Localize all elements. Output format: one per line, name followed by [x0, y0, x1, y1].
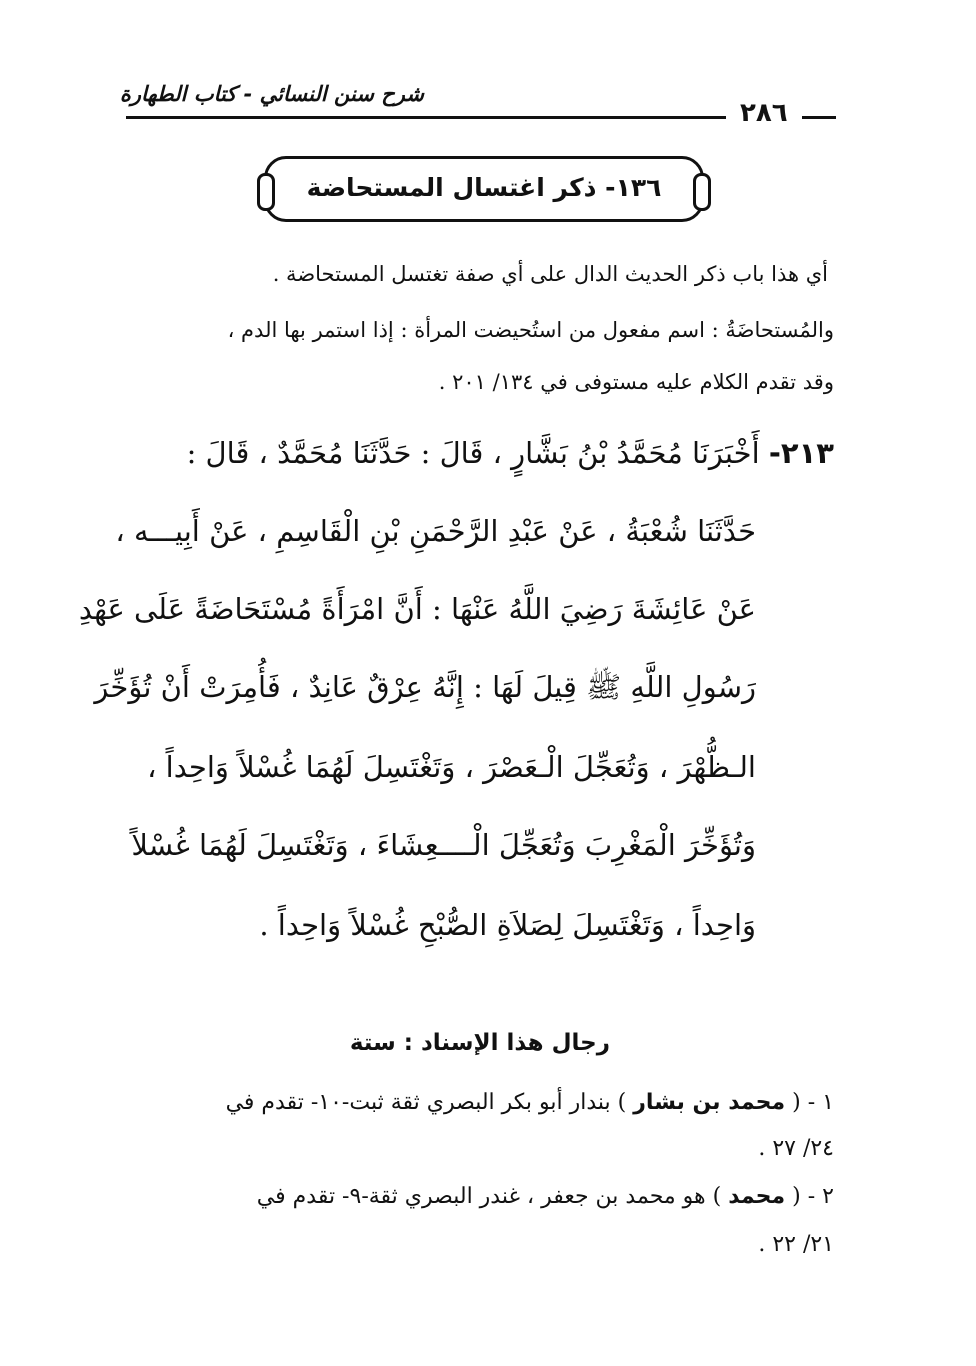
narrator-name: محمد بن بشار [633, 1090, 786, 1115]
hadith-line: وَتُؤَخِّرَ الْمَغْرِبَ وَتُعَجِّلَ الْــــعِشَاءَ ، وَتَغْتَسِلَ لَهُمَا غُسْلاً [131, 828, 756, 862]
running-title: شرح سنن النسائي - كتاب الطهارة [119, 82, 424, 106]
hadith-line: وَاحِداً ، وَتَغْتَسِلَ لِصَلاَةِ الصُّبْحِ غُسْلاً وَاحِداً . [259, 908, 756, 942]
page-number-dash [802, 116, 836, 119]
hadith-line: عَنْ عَائِشَةَ رَضِيَ اللَّهُ عَنْهَا : أَنَّ امْرَأَةً مُسْتَحَاضَةً عَلَى عَهْدِ [78, 592, 756, 626]
page-number: ٢٨٦ [740, 98, 788, 128]
chapter-number: ١٣٦- [605, 173, 662, 202]
narrator-entry [257, 1184, 834, 1209]
hadith-line [187, 436, 834, 470]
intro-line: والمُستحاضَةُ : اسم مفعول من استُحيضت المرأة : إذا استمر بها الدم ، [227, 318, 834, 342]
narrator-reference: ٢١/ ٢٢ . [758, 1232, 834, 1257]
hadith-line: حَدَّثَنَا شُعْبَةُ ، عَنْ عَبْدِ الرَّحْمَنِ بْنِ الْقَاسِمِ ، عَنْ أَبِيـــه ، [115, 514, 756, 548]
hadith-text: أَخْبَرَنَا مُحَمَّدُ بْنُ بَشَّارٍ ، قَالَ : حَدَّثَنَا مُحَمَّدٌ ، قَالَ : [186, 436, 760, 470]
hadith-line: رَسُولِ اللَّهِ ﷺ قِيلَ لَهَا : إِنَّهُ عِرْقٌ عَانِدٌ ، فَأُمِرَتْ أَنْ تُؤَخِّرَ [94, 670, 756, 704]
hadith-line: الـظُّهْرَ ، وَتُعَجِّلَ الْـعَصْرَ ، وَتَغْتَسِلَ لَهُمَا غُسْلاً وَاحِداً ، [147, 750, 756, 784]
header-rule [126, 116, 726, 119]
narrator-prefix: ٢ - ( [792, 1184, 834, 1209]
chapter-name: ذكر اغتسال المستحاضة [306, 173, 597, 202]
narrator-name: محمد [728, 1184, 786, 1209]
narrator-text: ) بندار أبو بكر البصري ثقة ثبت-١٠- تقدم في [225, 1090, 627, 1115]
intro-line: أي هذا باب ذكر الحديث الدال على أي صفة تغتسل المستحاضة . [272, 262, 828, 286]
page-header [119, 82, 834, 132]
narrator-text: ) هو محمد بن جعفر ، غندر البصري ثقة-٩- تقدم في [256, 1184, 722, 1209]
hadith-number: ٢١٣- [768, 436, 834, 470]
chapter-title [267, 173, 701, 202]
intro-line: وقد تقدم الكلام عليه مستوفى في ١٣٤/ ٢٠١ . [438, 370, 834, 394]
narrators-heading: رجال هذا الإسناد : ستة [349, 1030, 610, 1056]
chapter-title-box [264, 156, 704, 222]
narrator-reference: ٢٤/ ٢٧ . [758, 1136, 834, 1161]
narrator-entry [226, 1090, 834, 1115]
narrator-prefix: ١ - ( [792, 1090, 834, 1115]
